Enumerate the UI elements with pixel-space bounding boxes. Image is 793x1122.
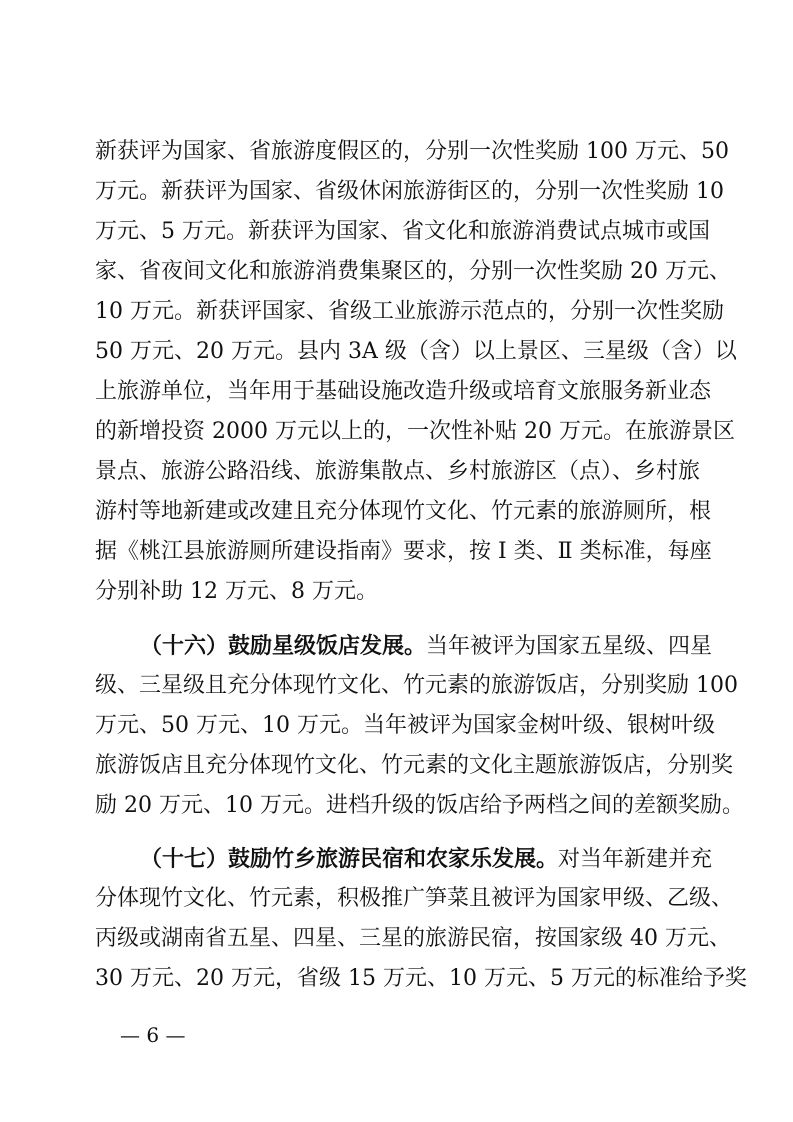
paragraph-1-line-5: 10 万元。新获评国家、省级工业旅游示范点的，分别一次性奖励 <box>95 299 724 324</box>
section-16-heading: （十六）鼓励星级饭店发展。 <box>140 633 427 659</box>
paragraph-1-line-9: 景点、旅游公路沿线、旅游集散点、乡村旅游区（点）、乡村旅 <box>95 459 701 484</box>
paragraph-2-line-3: 万元、50 万元、10 万元。当年被评为国家金树叶级、银树叶级 <box>95 713 715 738</box>
paragraph-1-line-1: 新获评为国家、省旅游度假区的，分别一次性奖励 100 万元、50 <box>95 139 729 164</box>
paragraph-3-line-1 <box>140 839 713 879</box>
paragraph-1-line-2: 万元。新获评为国家、省级休闲旅游街区的，分别一次性奖励 10 <box>95 179 724 204</box>
paragraph-2-line-5: 励 20 万元、10 万元。进档升级的饭店给予两档之间的差额奖励。 <box>95 793 744 818</box>
paragraph-1-line-12: 分别补助 12 万元、8 万元。 <box>95 579 378 604</box>
section-17-heading: （十七）鼓励竹乡旅游民宿和农家乐发展。 <box>140 846 559 872</box>
paragraph-1-line-10: 游村等地新建或改建且充分体现竹文化、竹元素的旅游厕所，根 <box>95 499 712 524</box>
paragraph-1-line-7: 上旅游单位，当年用于基础设施改造升级或培育文旅服务新业态 <box>95 379 712 404</box>
paragraph-3-first-line-text: 对当年新建并充 <box>558 847 713 872</box>
paragraph-2-line-2: 级、三星级且充分体现竹文化、竹元素的旅游饭店，分别奖励 100 <box>95 673 738 698</box>
paragraph-2-line-1 <box>140 626 713 666</box>
paragraph-1-line-6: 50 万元、20 万元。县内 3A 级（含）以上景区、三星级（含）以 <box>95 339 737 364</box>
paragraph-1-line-8: 的新增投资 2000 万元以上的，一次性补贴 20 万元。在旅游景区 <box>95 419 735 444</box>
paragraph-3-line-4: 30 万元、20 万元，省级 15 万元、10 万元、5 万元的标准给予奖 <box>95 966 747 991</box>
paragraph-3-line-3: 丙级或湖南省五星、四星、三星的旅游民宿，按国家级 40 万元、 <box>95 926 731 951</box>
paragraph-1-line-3: 万元、5 万元。新获评为国家、省文化和旅游消费试点城市或国 <box>95 219 710 244</box>
paragraph-3-line-2: 分体现竹文化、竹元素，积极推广笋菜且被评为国家甲级、乙级、 <box>95 886 734 911</box>
paragraph-2-line-4: 旅游饭店且充分体现竹文化、竹元素的文化主题旅游饭店，分别奖 <box>95 753 734 778</box>
paragraph-1-line-4: 家、省夜间文化和旅游消费集聚区的，分别一次性奖励 20 万元、 <box>95 259 731 284</box>
paragraph-2-first-line-text: 当年被评为国家五星级、四星 <box>426 634 713 659</box>
paragraph-1-line-11: 据《桃江县旅游厕所建设指南》要求，按 Ⅰ 类、Ⅱ 类标准，每座 <box>95 539 712 564</box>
page-number: — 6 — <box>120 1023 186 1047</box>
